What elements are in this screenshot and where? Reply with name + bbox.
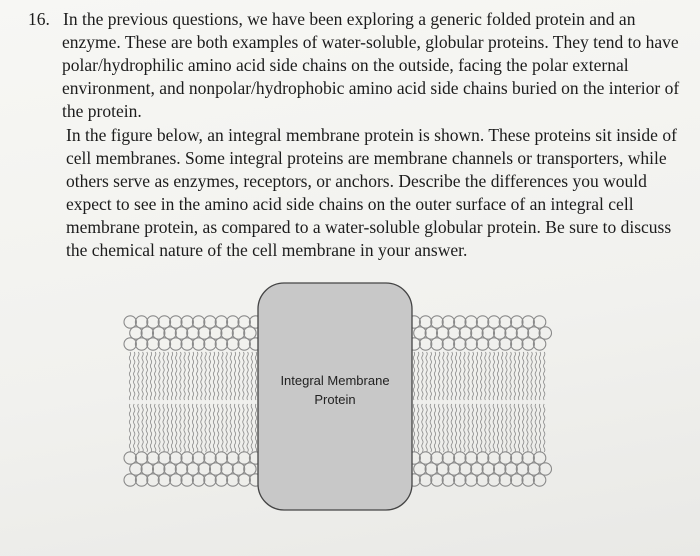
lipid-tail <box>146 352 147 400</box>
lipid-head <box>448 463 460 475</box>
lipid-tail <box>213 352 214 400</box>
lipid-tail <box>239 352 240 400</box>
lipid-head <box>425 327 437 339</box>
lipid-tail <box>192 352 193 400</box>
lipid-head <box>227 474 239 486</box>
lipid-head <box>215 316 227 328</box>
lipid-head <box>147 474 159 486</box>
lipid-tail <box>159 352 160 400</box>
lipid-head <box>476 474 488 486</box>
lipid-head <box>499 338 511 350</box>
lipid-tail <box>493 404 494 452</box>
lipid-tail <box>497 404 498 452</box>
lipid-tail <box>430 352 431 400</box>
lipid-tail <box>518 352 519 400</box>
lipid-tail <box>192 404 193 452</box>
lipid-head <box>198 327 210 339</box>
lipid-head <box>419 338 431 350</box>
lipid-tail <box>134 352 135 400</box>
lipid-head <box>124 338 136 350</box>
lipid-tail <box>205 352 206 400</box>
lipid-head <box>539 327 551 339</box>
lipid-head <box>130 327 142 339</box>
lipid-tail <box>222 404 223 452</box>
lipid-head <box>147 338 159 350</box>
lipid-tail <box>535 404 536 452</box>
lipid-head <box>187 463 199 475</box>
lipid-head <box>476 316 488 328</box>
lipid-head <box>124 452 136 464</box>
lipid-head <box>158 338 170 350</box>
text-line: membrane protein, as compared to a water-soluble globular protein. Be sure to discuss <box>66 217 672 237</box>
lipid-head <box>454 316 466 328</box>
lipid-tail <box>205 404 206 452</box>
lipid-tail <box>468 404 469 452</box>
lipid-head <box>232 327 244 339</box>
lipid-tail <box>226 404 227 452</box>
lipid-tail <box>531 404 532 452</box>
lipid-tail <box>489 352 490 400</box>
lipid-tail <box>489 404 490 452</box>
lipid-tail <box>544 352 545 400</box>
lipid-head <box>153 463 165 475</box>
lipid-tail <box>430 404 431 452</box>
lipid-tail <box>535 352 536 400</box>
lipid-head <box>192 338 204 350</box>
lipid-head <box>227 316 239 328</box>
protein-label-line: Integral Membrane <box>280 373 390 388</box>
lipid-head <box>454 338 466 350</box>
lipid-tail <box>527 352 528 400</box>
lipid-tail <box>150 352 151 400</box>
lipid-tail <box>539 352 540 400</box>
text-line: enzyme. These are both examples of water-soluble, globular proteins. They tend to have <box>62 32 679 52</box>
lipid-tail <box>188 404 189 452</box>
question-paragraph-intro <box>62 8 679 123</box>
lipid-tail <box>176 404 177 452</box>
lipid-head <box>442 474 454 486</box>
lipid-tail <box>197 404 198 452</box>
lipid-head <box>511 338 523 350</box>
lipid-tail <box>502 404 503 452</box>
lipid-tail <box>255 352 256 400</box>
lipid-head <box>505 327 517 339</box>
lipid-head <box>494 463 506 475</box>
lipid-head <box>511 316 523 328</box>
lipid-head <box>516 463 528 475</box>
lipid-tail <box>514 404 515 452</box>
question-number: 16. <box>28 9 50 29</box>
lipid-head <box>124 474 136 486</box>
lipid-tail <box>413 404 414 452</box>
lipid-head <box>454 452 466 464</box>
lipid-head <box>238 452 250 464</box>
lipid-head <box>431 316 443 328</box>
lipid-head <box>210 327 222 339</box>
lipid-tail <box>146 404 147 452</box>
lipid-tail <box>150 404 151 452</box>
lipid-head <box>232 463 244 475</box>
text-line: environment, and nonpolar/hydrophobic amino acid side chains buried on the interior of <box>62 78 680 98</box>
lipid-head <box>238 338 250 350</box>
lipid-head <box>135 338 147 350</box>
lipid-tail <box>472 404 473 452</box>
lipid-head <box>181 474 193 486</box>
protein-label <box>258 371 412 409</box>
lipid-tail <box>464 352 465 400</box>
lipid-tail <box>527 404 528 452</box>
lipid-head <box>147 452 159 464</box>
lipid-tail <box>460 404 461 452</box>
lipid-tail <box>468 352 469 400</box>
lipid-head <box>204 474 216 486</box>
lipid-head <box>528 327 540 339</box>
lipid-head <box>227 338 239 350</box>
lipid-tail <box>167 404 168 452</box>
text-line: polar/hydrophilic amino acid side chains on the outside, facing the polar external <box>62 55 629 75</box>
question-paragraph-prompt <box>66 124 677 262</box>
lipid-tail <box>201 404 202 452</box>
lipid-head <box>141 463 153 475</box>
lipid-head <box>533 474 545 486</box>
lipid-tail <box>472 352 473 400</box>
lipid-head <box>170 338 182 350</box>
lipid-tail <box>209 352 210 400</box>
lipid-tail <box>451 404 452 452</box>
lipid-tail <box>155 352 156 400</box>
lipid-tail <box>518 404 519 452</box>
lipid-head <box>164 327 176 339</box>
lipid-head <box>187 327 199 339</box>
lipid-tail <box>531 352 532 400</box>
lipid-head <box>158 316 170 328</box>
lipid-tail <box>418 352 419 400</box>
lipid-tail <box>422 352 423 400</box>
lipid-tail <box>171 404 172 452</box>
lipid-tail <box>180 404 181 452</box>
lipid-tail <box>539 404 540 452</box>
lipid-tail <box>447 352 448 400</box>
lipid-tail <box>197 352 198 400</box>
lipid-head <box>442 338 454 350</box>
lipid-head <box>147 316 159 328</box>
lipid-head <box>454 474 466 486</box>
lipid-head <box>204 452 216 464</box>
lipid-head <box>533 452 545 464</box>
lipid-head <box>488 452 500 464</box>
lipid-tail <box>222 352 223 400</box>
lipid-tail <box>510 352 511 400</box>
lipid-head <box>221 327 233 339</box>
lipid-tail <box>167 352 168 400</box>
lipid-tail <box>506 352 507 400</box>
lipid-head <box>170 474 182 486</box>
lipid-head <box>522 452 534 464</box>
lipid-tail <box>502 352 503 400</box>
lipid-head <box>465 338 477 350</box>
lipid-tail <box>243 404 244 452</box>
lipid-head <box>221 463 233 475</box>
lipid-tail <box>493 352 494 400</box>
lipid-head <box>124 316 136 328</box>
lipid-head <box>419 452 431 464</box>
lipid-head <box>488 316 500 328</box>
lipid-head <box>488 474 500 486</box>
lipid-tail <box>129 404 130 452</box>
lipid-tail <box>485 352 486 400</box>
text-line: cell membranes. Some integral proteins are membrane channels or transporters, while <box>66 148 667 168</box>
lipid-tail <box>510 404 511 452</box>
lipid-tail <box>188 352 189 400</box>
lipid-head <box>533 316 545 328</box>
lipid-head <box>227 452 239 464</box>
lipid-tail <box>439 404 440 452</box>
lipid-tail <box>184 404 185 452</box>
lipid-head <box>522 316 534 328</box>
lipid-tail <box>455 404 456 452</box>
lipid-head <box>181 338 193 350</box>
lipid-tail <box>201 352 202 400</box>
lipid-head <box>135 474 147 486</box>
lipid-head <box>488 338 500 350</box>
lipid-head <box>414 463 426 475</box>
lipid-tail <box>434 404 435 452</box>
text-line: the chemical nature of the cell membrane in your answer. <box>66 240 468 260</box>
lipid-tail <box>443 352 444 400</box>
lipid-head <box>499 316 511 328</box>
lipid-head <box>459 327 471 339</box>
lipid-head <box>511 474 523 486</box>
lipid-head <box>442 452 454 464</box>
lipid-tail <box>230 352 231 400</box>
lipid-tail <box>155 404 156 452</box>
lipid-head <box>499 474 511 486</box>
lipid-tail <box>218 404 219 452</box>
lipid-head <box>499 452 511 464</box>
lipid-tail <box>213 404 214 452</box>
lipid-head <box>153 327 165 339</box>
lipid-tail <box>247 404 248 452</box>
lipid-head <box>164 463 176 475</box>
lipid-tail <box>481 404 482 452</box>
lipid-tail <box>138 352 139 400</box>
lipid-tail <box>163 352 164 400</box>
lipid-head <box>244 327 256 339</box>
lipid-head <box>204 338 216 350</box>
lipid-tail <box>514 352 515 400</box>
lipid-tail <box>418 404 419 452</box>
lipid-head <box>476 338 488 350</box>
lipid-head <box>465 316 477 328</box>
lipid-tail <box>234 352 235 400</box>
lipid-tail <box>129 352 130 400</box>
lipid-head <box>130 463 142 475</box>
lipid-tail <box>476 352 477 400</box>
lipid-tail <box>422 404 423 452</box>
lipid-tail <box>439 352 440 400</box>
lipid-tail <box>239 404 240 452</box>
lipid-tail <box>506 404 507 452</box>
lipid-tail <box>434 352 435 400</box>
lipid-head <box>215 474 227 486</box>
lipid-tail <box>142 352 143 400</box>
lipid-head <box>465 452 477 464</box>
lipid-head <box>215 338 227 350</box>
lipid-tail <box>523 404 524 452</box>
lipid-head <box>170 452 182 464</box>
lipid-head <box>539 463 551 475</box>
lipid-tail <box>180 352 181 400</box>
lipid-tail <box>176 352 177 400</box>
lipid-head <box>459 463 471 475</box>
lipid-tail <box>230 404 231 452</box>
text-line: In the figure below, an integral membrane protein is shown. These proteins sit inside of <box>66 125 677 145</box>
lipid-tail <box>426 404 427 452</box>
lipid-head <box>516 327 528 339</box>
lipid-tail <box>497 352 498 400</box>
lipid-head <box>419 316 431 328</box>
lipid-head <box>215 452 227 464</box>
lipid-tail <box>447 404 448 452</box>
lipid-head <box>494 327 506 339</box>
lipid-head <box>476 452 488 464</box>
membrane-figure <box>0 270 700 556</box>
text-line: the protein. <box>62 101 142 121</box>
lipid-tail <box>159 404 160 452</box>
lipid-tail <box>251 352 252 400</box>
lipid-head <box>448 327 460 339</box>
lipid-head <box>135 452 147 464</box>
lipid-head <box>198 463 210 475</box>
lipid-tail <box>226 352 227 400</box>
lipid-head <box>465 474 477 486</box>
lipid-tail <box>476 404 477 452</box>
lipid-head <box>158 474 170 486</box>
lipid-tail <box>255 404 256 452</box>
lipid-head <box>533 338 545 350</box>
lipid-tail <box>455 352 456 400</box>
lipid-head <box>505 463 517 475</box>
lipid-head <box>141 327 153 339</box>
lipid-head <box>511 452 523 464</box>
text-line: In the previous questions, we have been exploring a generic folded protein and an <box>63 9 636 29</box>
lipid-tail <box>134 404 135 452</box>
lipid-head <box>210 463 222 475</box>
lipid-head <box>442 316 454 328</box>
lipid-tail <box>443 404 444 452</box>
lipid-tail <box>171 352 172 400</box>
lipid-tail <box>451 352 452 400</box>
lipid-head <box>181 316 193 328</box>
lipid-head <box>431 338 443 350</box>
lipid-tail <box>184 352 185 400</box>
lipid-bilayer-right <box>408 316 552 486</box>
lipid-tail <box>523 352 524 400</box>
lipid-tail <box>243 352 244 400</box>
lipid-tail <box>247 352 248 400</box>
lipid-head <box>482 463 494 475</box>
lipid-head <box>425 463 437 475</box>
lipid-head <box>135 316 147 328</box>
lipid-tail <box>218 352 219 400</box>
lipid-tail <box>464 404 465 452</box>
lipid-head <box>431 474 443 486</box>
lipid-tail <box>251 404 252 452</box>
lipid-tail <box>138 404 139 452</box>
lipid-head <box>238 316 250 328</box>
lipid-head <box>192 474 204 486</box>
lipid-head <box>244 463 256 475</box>
text-line: expect to see in the amino acid side chains on the outer surface of an integral cell <box>66 194 634 214</box>
lipid-head <box>431 452 443 464</box>
lipid-head <box>471 327 483 339</box>
text-line: others serve as enzymes, receptors, or anchors. Describe the differences you would <box>66 171 647 191</box>
lipid-head <box>437 463 449 475</box>
lipid-head <box>528 463 540 475</box>
lipid-tail <box>234 404 235 452</box>
lipid-head <box>181 452 193 464</box>
lipid-head <box>158 452 170 464</box>
lipid-head <box>192 316 204 328</box>
lipid-head <box>522 474 534 486</box>
lipid-tail <box>413 352 414 400</box>
lipid-head <box>419 474 431 486</box>
lipid-head <box>238 474 250 486</box>
lipid-tail <box>209 404 210 452</box>
lipid-tail <box>460 352 461 400</box>
lipid-tail <box>485 404 486 452</box>
lipid-tail <box>544 404 545 452</box>
lipid-tail <box>481 352 482 400</box>
lipid-tail <box>142 404 143 452</box>
lipid-head <box>437 327 449 339</box>
protein-label-line: Protein <box>314 392 356 407</box>
lipid-head <box>204 316 216 328</box>
lipid-tail <box>163 404 164 452</box>
lipid-bilayer-left <box>124 316 262 486</box>
lipid-head <box>482 327 494 339</box>
lipid-head <box>175 463 187 475</box>
lipid-head <box>170 316 182 328</box>
lipid-head <box>192 452 204 464</box>
lipid-head <box>175 327 187 339</box>
lipid-tail <box>426 352 427 400</box>
lipid-head <box>414 327 426 339</box>
lipid-head <box>522 338 534 350</box>
lipid-head <box>471 463 483 475</box>
